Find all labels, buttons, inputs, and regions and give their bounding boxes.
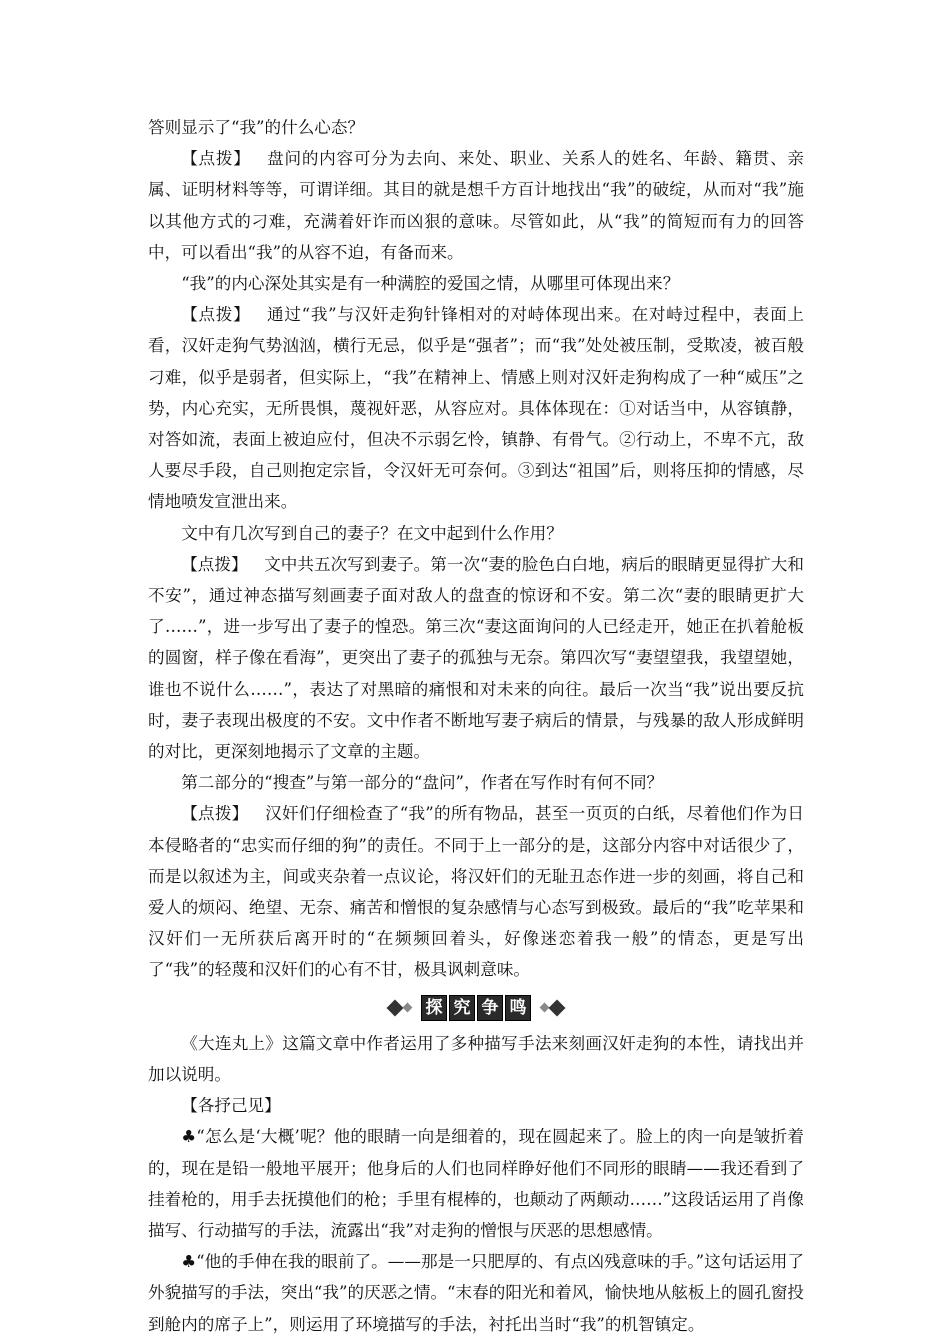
left-diamond-ornament: [389, 1002, 411, 1014]
question-paragraph: 《大连丸上》这篇文章中作者运用了多种描写手法来刻画汉奸走狗的本性，请找出并加以说明。: [148, 1033, 804, 1084]
paragraph: ♣“他的手伸在我的眼前了。——那是一只肥厚的、有点凶残意味的手。”这句话运用了外貌描写的手法，突出“我”的厌恶之情。“末春的阳光和着风，愉快地从舷板上的圆孔窗投到舱内的席子上”，则运用了环境描写的手法，衬托出当时“我”的机智镇定。: [148, 1252, 805, 1334]
paragraph: 【点拨】 汉奸们仔细检查了“我”的所有物品，甚至一页页的白纸，尽着他们作为日本侵略者的“忠实而仔细的狗”的责任。不同于上一部分的是，这部分内容中对话很少了，而是以叙述为主，间或夹杂着一点议论，将汉奸们的无耻丑态作进一步的刻画，将自己和爱人的烦闷、绝望、无奈、痛苦和憎恨的复杂感情与心态写到极致。最后的“我”吃苹果和汉奸们一无所获后离开时的“在频频回着头，好像迷恋着我一般”的情态，更是写出了“我”的轻蔑和汉奸们的心有不甘，极具讽刺意味。: [148, 804, 805, 980]
paragraph: 【点拨】 盘问的内容可分为去向、来处、职业、关系人的姓名、年龄、籍贯、亲属、证明材料等等，可谓详细。其目的就是想千方百计地找出“我”的破绽，从而对“我”施以其他方式的刁难，充满着奸诈而凶狠的意味。尽管如此，从“我”的简短而有力的回答中，可以看出“我”的从容不迫，有备而来。: [148, 149, 805, 262]
paragraph: 【点拨】 文中共五次写到妻子。第一次“妻的脸色白白地，病后的眼睛更显得扩大和不安”，通过神态描写刻画妻子面对敌人的盘查的惊讶和不安。第二次“妻的眼睛更扩大了……”，进一步写出了妻子的惶恐。第三次“妻这面询问的人已经走开，她正在扒着舱板的圆窗，样子像在看海”，更突出了妻子的孤独与无奈。第四次写“妻望望我，我望望她，谁也不说什么……”，表达了对黑暗的痛恨和对未来的向往。最后一次当“我”说出要反抗时，妻子表现出极度的不安。文中作者不断地写妻子病后的情景，与残暴的敌人形成鲜明的对比，更深刻地揭示了文章的主题。: [148, 554, 805, 762]
hint-label: 【点拨】: [181, 554, 248, 574]
right-diamond-ornament: [541, 1002, 563, 1014]
question-paragraph: 文中有几次写到自己的妻子？在文中起到什么作用？: [181, 523, 563, 543]
hint-label: 【点拨】: [181, 804, 249, 824]
title-char: 争: [477, 995, 503, 1021]
paragraph: 【点拨】 通过“我”与汉奸走狗针锋相对的对峙体现出来。在对峙过程中，表面上看，汉奸走狗气势汹汹，横行无忌，似乎是“强者”；而“我”处处被压制，受欺凌，被百般刁难，似乎是弱者，但实际上，“我”在精神上、情感上则对汉奸走狗构成了一种“威压”之势，内心充实，无所畏惧，蔑视奸恶，从容应对。具体体现在：①对话当中，从容镇静，对答如流，表面上被迫应付，但决不示弱乞怜，镇静、有骨气。②行动上，不卑不亢，敌人要尽手段，自己则抱定宗旨，令汉奸无可奈何。③到达“祖国”后，则将压抑的情感，尽情地喷发宣泄出来。: [148, 305, 805, 512]
club-bullet-icon: ♣: [181, 1127, 197, 1147]
title-char: 探: [421, 995, 447, 1021]
subheading: 【各抒己见】: [181, 1096, 281, 1116]
hint-label: 【点拨】: [181, 149, 251, 169]
title-char: 鸣: [505, 995, 531, 1021]
hint-label: 【点拨】: [181, 305, 251, 325]
paragraph: 答则显示了“我”的什么心态？: [148, 118, 365, 137]
document-body: [148, 112, 804, 1340]
section-heading: [148, 988, 804, 1028]
question-paragraph: “我”的内心深处其实是有一种满腔的爱国之情，从哪里可体现出来？: [181, 274, 680, 294]
section-title: [421, 995, 531, 1021]
paragraph: ♣“怎么是‘大概’呢？他的眼睛一向是细着的，现在圆起来了。脸上的肉一向是皱折着的，现在是铅一般地平展开；他身后的人们也同样睁好他们不同形的眼睛——我还看到了挂着枪的，用手去抚摸他们的枪；手里有棍棒的，也颠动了两颠动……”这段话运用了肖像描写、行动描写的手法，流露出“我”对走狗的憎恨与厌恶的思想感情。: [148, 1127, 804, 1240]
question-paragraph: 第二部分的“搜查”与第一部分的“盘问”，作者在写作时有何不同？: [181, 773, 664, 793]
club-bullet-icon: ♣: [181, 1252, 197, 1272]
title-char: 究: [449, 995, 475, 1021]
